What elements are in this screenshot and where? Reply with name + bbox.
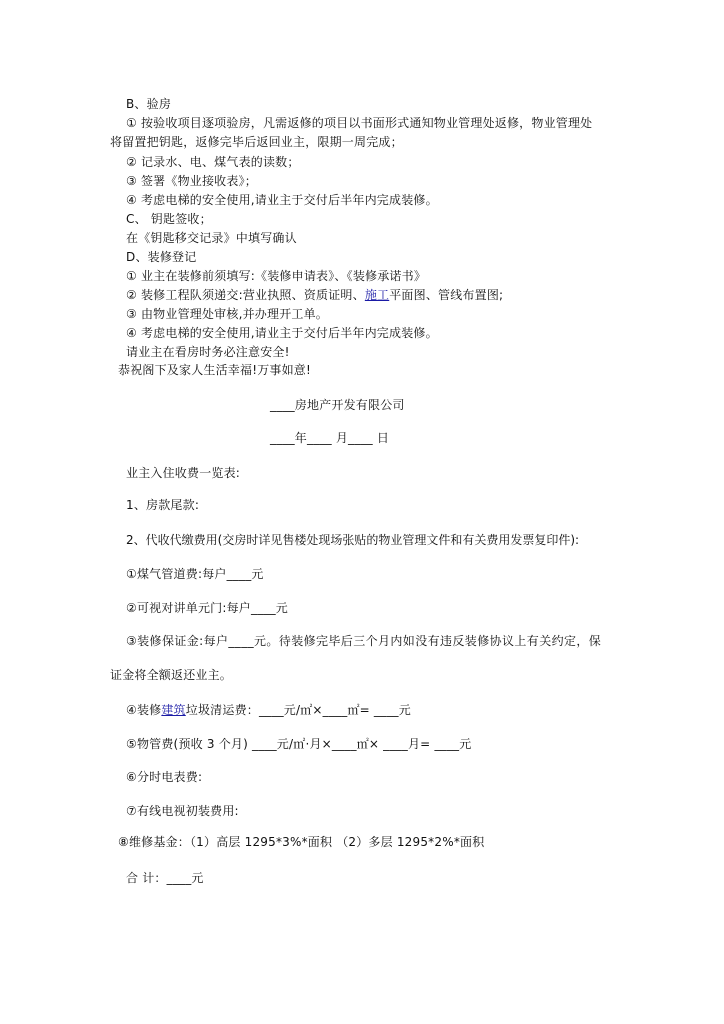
section-d-item-4: ④ 考虑电梯的安全使用,请业主于交付后半年内完成装修。	[126, 326, 438, 340]
safety-note: 请业主在看房时务必注意安全!	[126, 345, 290, 359]
section-d-title: D、装修登记	[126, 250, 197, 264]
construction-link[interactable]: 施工	[364, 288, 390, 302]
company-signature: ____房地产开发有限公司	[270, 398, 405, 412]
section-b-title: B、验房	[126, 97, 172, 111]
fee-management: ⑤物管费(预收 3 个月) ____元/㎡·月×____㎡× ____月= ____元	[126, 737, 472, 751]
building-link[interactable]: 建筑	[161, 703, 186, 717]
fee-garbage-rest: 垃圾清运费：____元/㎡×____㎡= ____元	[185, 703, 411, 717]
signature-date: ____年____ 月____ 日	[270, 431, 390, 445]
section-d-item-1: ① 业主在装修前须填写:《装修申请表》、《装修承诺书》	[126, 269, 427, 283]
fee-item-1: 1、房款尾款:	[126, 498, 200, 512]
fee-gas: ①煤气管道费:每户____元	[126, 567, 264, 581]
section-b-item-2: ② 记录水、电、煤气表的读数；	[126, 155, 300, 169]
fee-deposit: ③装修保证金:每户____元。待装修完毕后三个月内如没有违反装修协议上有关约定，保	[126, 634, 602, 648]
section-d-item-3: ③ 由物业管理处审核,并办理开工单。	[126, 307, 328, 321]
section-b-item-3: ③ 签署《物业接收表》；	[126, 174, 257, 188]
section-b-item-4: ④ 考虑电梯的安全使用,请业主于交付后半年内完成装修。	[126, 193, 438, 207]
section-c-line: 在《钥匙移交记录》中填写确认	[126, 231, 297, 245]
section-b-item-1: ① 按验收项目逐项验房，凡需返修的项目以书面形式通知物业管理处返修，物业管理处	[126, 116, 593, 130]
section-d-item-2	[126, 288, 503, 302]
fee-intercom: ②可视对讲单元门:每户____元	[126, 601, 289, 615]
section-c-title: C、 钥匙签收；	[126, 212, 212, 226]
fee-cable: ⑦有线电视初装费用:	[126, 804, 239, 818]
wishes-note: 恭祝阁下及家人生活幸福!万事如意!	[118, 363, 312, 377]
section-d-item-2-text: ② 装修工程队须递交:营业执照、资质证明、	[126, 288, 365, 302]
fee-total: 合 计：____元	[126, 871, 204, 885]
fee-maintenance-fund: ⑧维修基金：（1）高层 1295*3%*面积 （2）多层 1295*2%*面积	[118, 835, 485, 849]
fee-garbage	[126, 703, 411, 717]
fees-title: 业主入住收费一览表:	[126, 466, 241, 480]
section-b-item-1-cont: 将留置把钥匙，返修完毕后返回业主，限期一周完成；	[110, 135, 403, 149]
fee-garbage-text: ④装修	[126, 703, 162, 717]
section-d-item-2-rest: 平面图、管线布置图;	[389, 288, 504, 302]
fee-meter: ⑥分时电表费:	[126, 770, 203, 784]
fee-item-2: 2、代收代缴费用(交房时详见售楼处现场张贴的物业管理文件和有关费用发票复印件):	[126, 533, 580, 547]
fee-deposit-cont: 证金将全额返还业主。	[110, 668, 233, 682]
